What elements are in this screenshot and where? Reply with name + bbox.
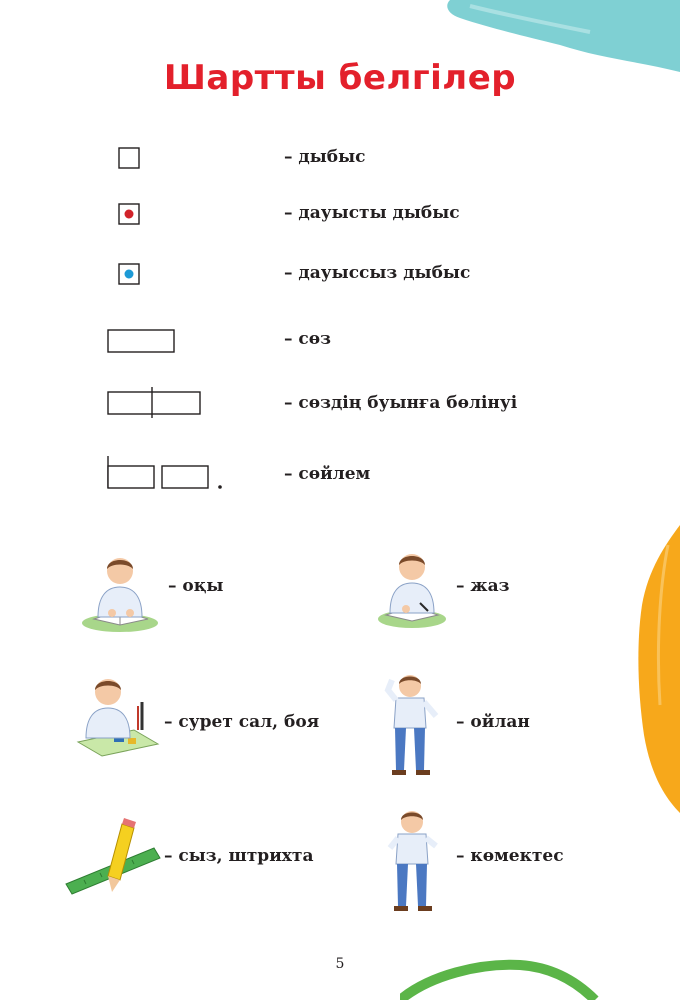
activity-label-line: – сыз, штрихта (164, 846, 314, 866)
activity-label-draw: – сурет сал, боя (164, 712, 320, 732)
activity-label-read: – оқы (168, 576, 224, 596)
legend-row-word (0, 324, 680, 364)
boy-drawing-icon (74, 672, 162, 758)
divided-rectangle-icon (106, 386, 204, 420)
activity-label-write: – жаз (456, 576, 510, 596)
square-blue-dot-icon (117, 262, 143, 288)
page-number: 5 (335, 956, 345, 972)
legend-row-sound (0, 142, 680, 182)
legend-label: – сөйлем (284, 464, 371, 484)
activity-label-think: – ойлан (456, 712, 530, 732)
legend-label: – сөздің буынға бөлінуі (284, 393, 518, 413)
square-icon (117, 146, 143, 172)
activity-label-help: – көмектес (456, 846, 564, 866)
legend-row-vowel (0, 198, 680, 238)
pencil-ruler-icon (64, 818, 162, 896)
page-title: Шартты белгілер (163, 58, 517, 98)
square-red-dot-icon (117, 202, 143, 228)
legend-label: – дауыссыз дыбыс (284, 263, 471, 283)
rectangle-icon (106, 328, 178, 356)
orange-brush-stroke (630, 525, 680, 815)
boy-writing-icon (376, 545, 448, 629)
boy-thinking-icon (384, 672, 442, 778)
legend-row-consonant (0, 258, 680, 298)
legend-label: – дыбыс (284, 147, 366, 167)
boy-reading-icon (80, 545, 162, 633)
legend-row-sentence (0, 454, 680, 494)
legend-label: – сөз (284, 329, 331, 349)
legend-row-syllables (0, 386, 680, 426)
boy-helping-icon (386, 808, 442, 914)
legend-label: – дауысты дыбыс (284, 203, 460, 223)
sentence-scheme-icon (106, 454, 228, 494)
